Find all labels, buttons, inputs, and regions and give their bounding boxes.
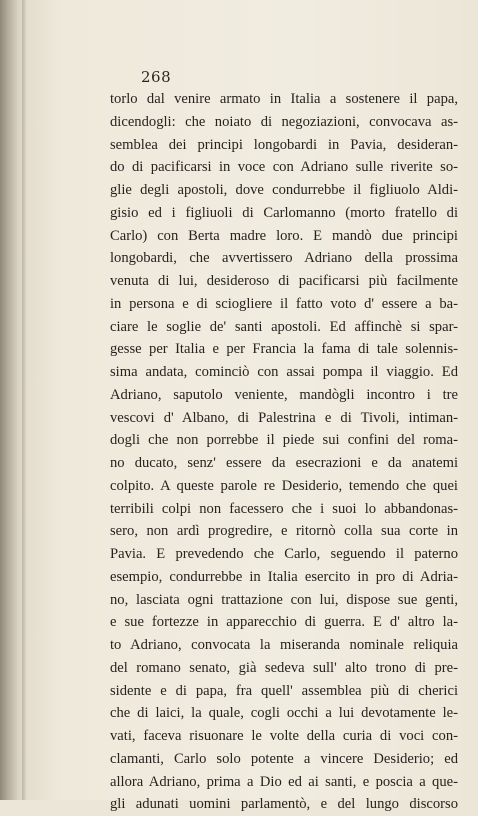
text-line: no, lasciata ogni trattazione con lui, dispose sue genti, — [110, 591, 458, 608]
text-line: semblea dei principi longobardi in Pavia, desideran- — [110, 136, 458, 153]
text-line: glie degli apostoli, dove condurrebbe il figliuolo Aldi- — [110, 182, 458, 198]
text-line: in persona e di sciogliere il fatto voto d' essere a ba- — [110, 295, 458, 312]
text-line: sidente e di papa, fra quell' assemblea più di cherici — [110, 682, 458, 699]
text-line: terribili colpi non facessero che i suoi lo abbandonas- — [110, 500, 458, 517]
text-line: del romano senato, già sedeva sull' alto trono di pre- — [110, 659, 458, 676]
text-line: venuta di lui, desideroso di pacificarsi più facilmente — [110, 273, 458, 289]
text-line: e sue fortezze in apparecchio di guerra. E d' altro la- — [110, 614, 458, 631]
page-number: 268 — [141, 68, 172, 86]
text-line: to Adriano, convocata la miseranda nominale reliquia — [110, 637, 458, 653]
text-line: ciare le soglie de' santi apostoli. Ed affinchè si spar- — [110, 318, 458, 335]
text-line: sero, non ardì progredire, e ritornò colla sua corte in — [110, 523, 458, 540]
text-line: sima andata, cominciò con assai pompa il viaggio. Ed — [110, 364, 458, 380]
text-line: longobardi, che avvertissero Adriano della prossima — [110, 250, 458, 267]
text-line: clamanti, Carlo solo potente a vincere Desiderio; ed — [110, 750, 458, 767]
text-line: Pavia. E prevedendo che Carlo, seguendo il paterno — [110, 546, 458, 562]
text-line: esempio, condurrebbe in Italia esercito in pro di Adria- — [110, 568, 458, 585]
text-line: allora Adriano, prima a Dio ed ai santi, e poscia a que- — [110, 773, 458, 790]
text-line: Carlo) con Berta madre loro. E mandò due principi — [110, 227, 458, 244]
text-line: vescovi d' Albano, di Palestrina e di Tivoli, intiman- — [110, 409, 458, 426]
text-line: che di laici, la quale, cogli occhi a lui devotamente le- — [110, 705, 458, 722]
text-line: gesse per Italia e per Francia la fama di tale solennis- — [110, 341, 458, 358]
text-line: dogli che non porrebbe il piede sui confini del roma- — [110, 432, 458, 449]
body-text — [110, 88, 458, 816]
book-spine-shadow — [0, 0, 26, 800]
text-line: no ducato, senz' essere da esecrazioni e da anatemi — [110, 455, 458, 471]
text-line: gisio ed i figliuoli di Carlomanno (morto fratello di — [110, 204, 458, 221]
text-line: torlo dal venire armato in Italia a sostenere il papa, — [110, 91, 458, 107]
text-line: do di pacificarsi in voce con Adriano sulle riverite so- — [110, 159, 458, 176]
text-line: vati, faceva risuonare le volte della curia di voci con- — [110, 728, 458, 744]
text-line: gli adunati uomini parlamentò, e del lungo discorso — [110, 796, 458, 813]
text-line: colpito. A queste parole re Desiderio, temendo che quei — [110, 477, 458, 494]
text-line: dicendogli: che noiato di negoziazioni, convocava as- — [110, 113, 458, 130]
text-line: Adriano, saputolo veniente, mandògli incontro i tre — [110, 386, 458, 403]
